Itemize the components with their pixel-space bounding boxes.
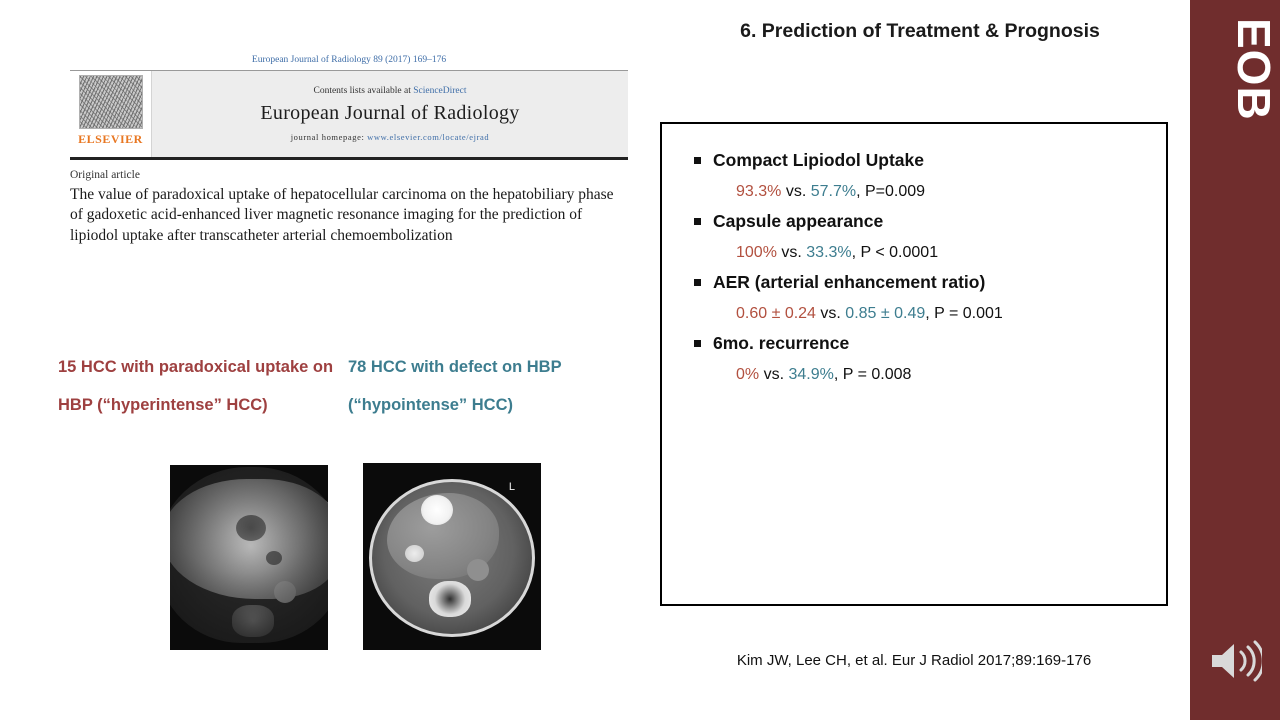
side-band: [1190, 0, 1280, 720]
square-bullet-icon: [694, 157, 701, 164]
result-heading: [684, 333, 1144, 354]
citation: Kim JW, Lee CH, et al. Eur J Radiol 2017;89:169-176: [736, 652, 1092, 669]
article-type: Original article: [70, 169, 140, 181]
result-vs: vs.: [781, 183, 811, 200]
ct-image: [363, 463, 541, 650]
homepage-line: [291, 132, 490, 142]
publisher-logo: [70, 71, 152, 157]
result-vs: vs.: [776, 244, 807, 261]
result-value-hypointense: 33.3%: [806, 244, 852, 261]
result-value-hyperintense: 0%: [736, 366, 760, 383]
result-value-hyperintense: 0.60 ± 0.24: [736, 305, 816, 322]
ct-vertebra: [429, 581, 471, 617]
result-item-4: [684, 333, 1144, 385]
result-vs: vs.: [815, 305, 846, 322]
result-heading-label: Capsule appearance: [713, 211, 884, 231]
page-title: 6. Prediction of Treatment & Prognosis: [740, 20, 1100, 42]
journal-issue-line: European Journal of Radiology 89 (2017) 169–176: [251, 55, 447, 65]
square-bullet-icon: [694, 218, 701, 225]
result-values: [736, 304, 1144, 324]
result-heading-label: AER (arterial enhancement ratio): [713, 272, 986, 292]
result-values: [736, 365, 1144, 385]
result-item-1: [684, 150, 1144, 202]
results-box: [660, 122, 1168, 606]
contents-prefix: Contents lists available at: [313, 86, 414, 96]
result-pvalue: , P=0.009: [856, 183, 926, 200]
homepage-prefix: journal homepage:: [290, 132, 368, 142]
contents-line: [313, 86, 466, 96]
result-heading: [684, 211, 1144, 232]
result-value-hypointense: 34.9%: [788, 366, 834, 383]
result-item-2: [684, 211, 1144, 263]
ct-lipiodol-deposit: [421, 495, 453, 525]
result-value-hyperintense: 100%: [736, 244, 777, 261]
group-label-hypointense: 78 HCC with defect on HBP (“hypointense” HCC): [348, 358, 562, 414]
result-heading: [684, 272, 1144, 293]
result-item-3: [684, 272, 1144, 324]
speaker-icon[interactable]: [1208, 638, 1262, 684]
publisher-name: ELSEVIER: [78, 132, 143, 146]
result-pvalue: , P = 0.001: [925, 305, 1003, 322]
side-band-label: EOB: [1228, 18, 1280, 121]
result-heading: [684, 150, 1144, 171]
result-value-hypointense: 0.85 ± 0.49: [845, 305, 926, 322]
ct-lipiodol-deposit-secondary: [405, 545, 424, 562]
journal-masthead: [70, 71, 628, 160]
result-heading-label: Compact Lipiodol Uptake: [713, 150, 924, 170]
elsevier-tree-icon: [79, 75, 143, 129]
mri-body-outline: [170, 467, 328, 643]
article-title: The value of paradoxical uptake of hepatocellular carcinoma on the hepatobiliary phase of gadoxetic acid-enhanced liver magnetic resonance imaging for the prediction of lipiodol uptake after transcatheter arterial chemoembolization: [70, 186, 614, 244]
result-values: [736, 243, 1144, 263]
journal-name: European Journal of Radiology: [260, 102, 520, 124]
sciencedirect-link: ScienceDirect: [413, 86, 467, 96]
square-bullet-icon: [694, 340, 701, 347]
result-value-hypointense: 57.7%: [810, 183, 857, 200]
group-label-hyperintense: 15 HCC with paradoxical uptake on HBP (“hyperintense” HCC): [58, 358, 334, 414]
square-bullet-icon: [694, 279, 701, 286]
result-heading-label: 6mo. recurrence: [713, 333, 850, 353]
result-pvalue: , P < 0.0001: [851, 244, 939, 261]
result-pvalue: , P = 0.008: [833, 366, 912, 383]
result-vs: vs.: [759, 366, 789, 383]
masthead-text: [152, 71, 628, 157]
homepage-url: www.elsevier.com/locate/ejrad: [367, 132, 490, 142]
mri-image: [170, 465, 328, 650]
result-values: [736, 182, 1144, 202]
ct-side-marker: L: [508, 481, 515, 493]
result-value-hyperintense: 93.3%: [736, 183, 782, 200]
journal-article-figure: [70, 55, 628, 246]
ct-aorta: [467, 559, 489, 581]
